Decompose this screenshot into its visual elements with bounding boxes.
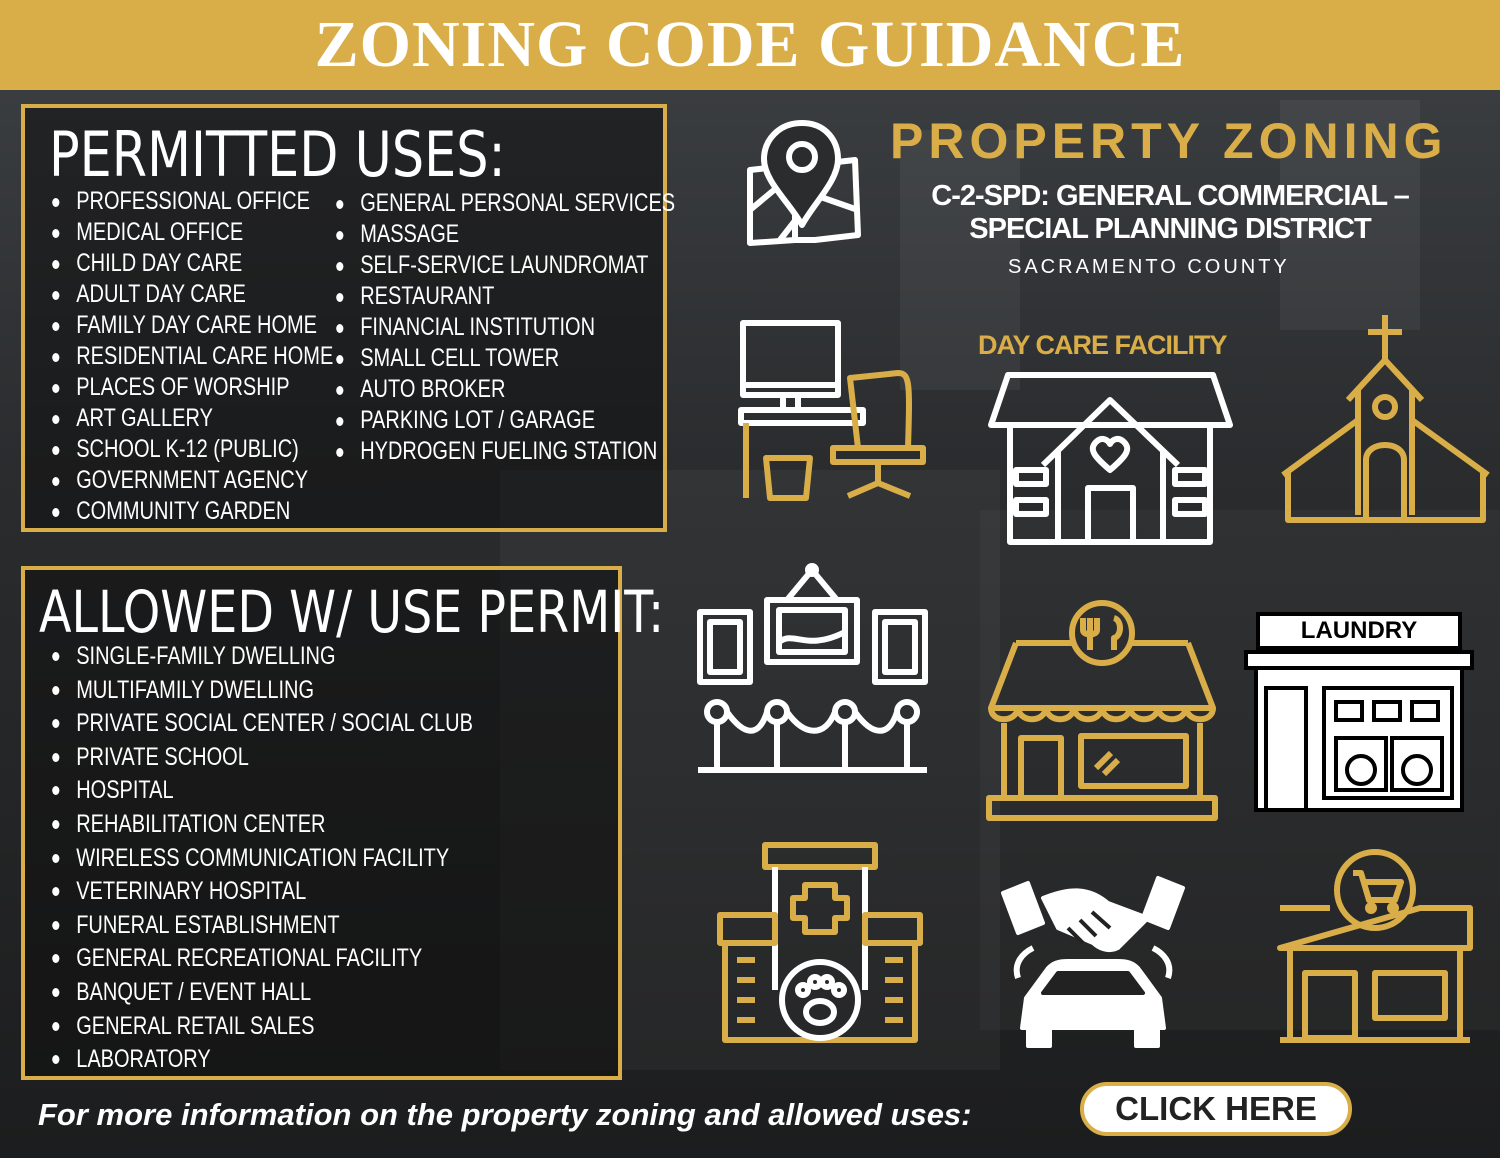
use-permit-item: HOSPITAL — [49, 774, 473, 808]
use-permit-item: GENERAL RETAIL SALES — [49, 1010, 473, 1044]
permitted-use-item: CHILD DAY CARE — [49, 248, 333, 279]
use-permit-item: PRIVATE SOCIAL CENTER / SOCIAL CLUB — [49, 707, 473, 741]
permitted-use-item: MASSAGE — [333, 219, 675, 250]
zoning-designation — [880, 180, 1460, 246]
footer-text: For more information on the property zoning and allowed uses: — [38, 1097, 972, 1132]
use-permit-item: PRIVATE SCHOOL — [49, 741, 473, 775]
permitted-use-item: ADULT DAY CARE — [49, 279, 333, 310]
use-permit-item: MULTIFAMILY DWELLING — [49, 674, 473, 708]
permitted-use-item: PARKING LOT / GARAGE — [333, 405, 675, 436]
permitted-use-item: PROFESSIONAL OFFICE — [49, 186, 333, 217]
permitted-use-item: FAMILY DAY CARE HOME — [49, 310, 333, 341]
permitted-uses-box — [21, 104, 676, 532]
restaurant-icon — [986, 598, 1218, 823]
permitted-use-item: PLACES OF WORSHIP — [49, 372, 333, 403]
veterinary-hospital-icon — [715, 840, 925, 1045]
use-permit-item: GENERAL RECREATIONAL FACILITY — [49, 942, 473, 976]
property-zoning-title: PROPERTY ZONING — [890, 113, 1448, 169]
permitted-use-item: FINANCIAL INSTITUTION — [333, 312, 675, 343]
use-permit-item: LABORATORY — [49, 1043, 473, 1077]
art-gallery-icon — [695, 562, 930, 774]
day-care-label: DAY CARE FACILITY — [978, 330, 1227, 360]
use-permit-item: SINGLE-FAMILY DWELLING — [49, 640, 473, 674]
use-permit-box — [21, 566, 665, 1080]
day-care-house-icon — [988, 370, 1233, 545]
permitted-use-item: SCHOOL K-12 (PUBLIC) — [49, 434, 333, 465]
church-icon — [1278, 310, 1493, 525]
use-permit-list — [49, 640, 579, 1077]
zoning-line-2: SPECIAL PLANNING DISTRICT — [969, 213, 1371, 245]
use-permit-item: VETERINARY HOSPITAL — [49, 875, 473, 909]
laundromat-icon — [1244, 650, 1474, 812]
permitted-use-item: GENERAL PERSONAL SERVICES — [333, 188, 675, 219]
use-permit-item: REHABILITATION CENTER — [49, 808, 473, 842]
permitted-list-col2 — [333, 188, 761, 467]
laundry-sign — [1256, 612, 1462, 650]
retail-store-icon — [1275, 848, 1475, 1043]
permitted-use-item: SMALL CELL TOWER — [333, 343, 675, 374]
permitted-use-item: HYDROGEN FUELING STATION — [333, 436, 675, 467]
permitted-use-item: RESTAURANT — [333, 281, 675, 312]
permitted-use-item: GOVERNMENT AGENCY — [49, 465, 333, 496]
permitted-uses-heading: PERMITTED USES: — [49, 118, 506, 191]
header-banner — [0, 0, 1500, 90]
use-permit-item: WIRELESS COMMUNICATION FACILITY — [49, 842, 473, 876]
permitted-use-item: AUTO BROKER — [333, 374, 675, 405]
permitted-use-item: SELF-SERVICE LAUNDROMAT — [333, 250, 675, 281]
page-title: ZONING CODE GUIDANCE — [314, 8, 1186, 81]
office-desk-icon — [738, 318, 928, 503]
auto-broker-icon — [998, 868, 1188, 1053]
permitted-use-item: RESIDENTIAL CARE HOME — [49, 341, 333, 372]
map-pin-icon — [740, 115, 865, 250]
use-permit-item: BANQUET / EVENT HALL — [49, 976, 473, 1010]
use-permit-item: FUNERAL ESTABLISHMENT — [49, 909, 473, 943]
permitted-use-item: COMMUNITY GARDEN — [49, 496, 333, 527]
zoning-line-1: C-2-SPD: GENERAL COMMERCIAL – — [931, 180, 1409, 212]
use-permit-heading: ALLOWED W/ USE PERMIT: — [39, 578, 665, 646]
laundry-label: LAUNDRY — [1300, 617, 1418, 644]
county-label: SACRAMENTO COUNTY — [1008, 256, 1290, 278]
permitted-use-item: MEDICAL OFFICE — [49, 217, 333, 248]
click-here-button[interactable]: CLICK HERE — [1080, 1082, 1352, 1136]
permitted-use-item: ART GALLERY — [49, 403, 333, 434]
